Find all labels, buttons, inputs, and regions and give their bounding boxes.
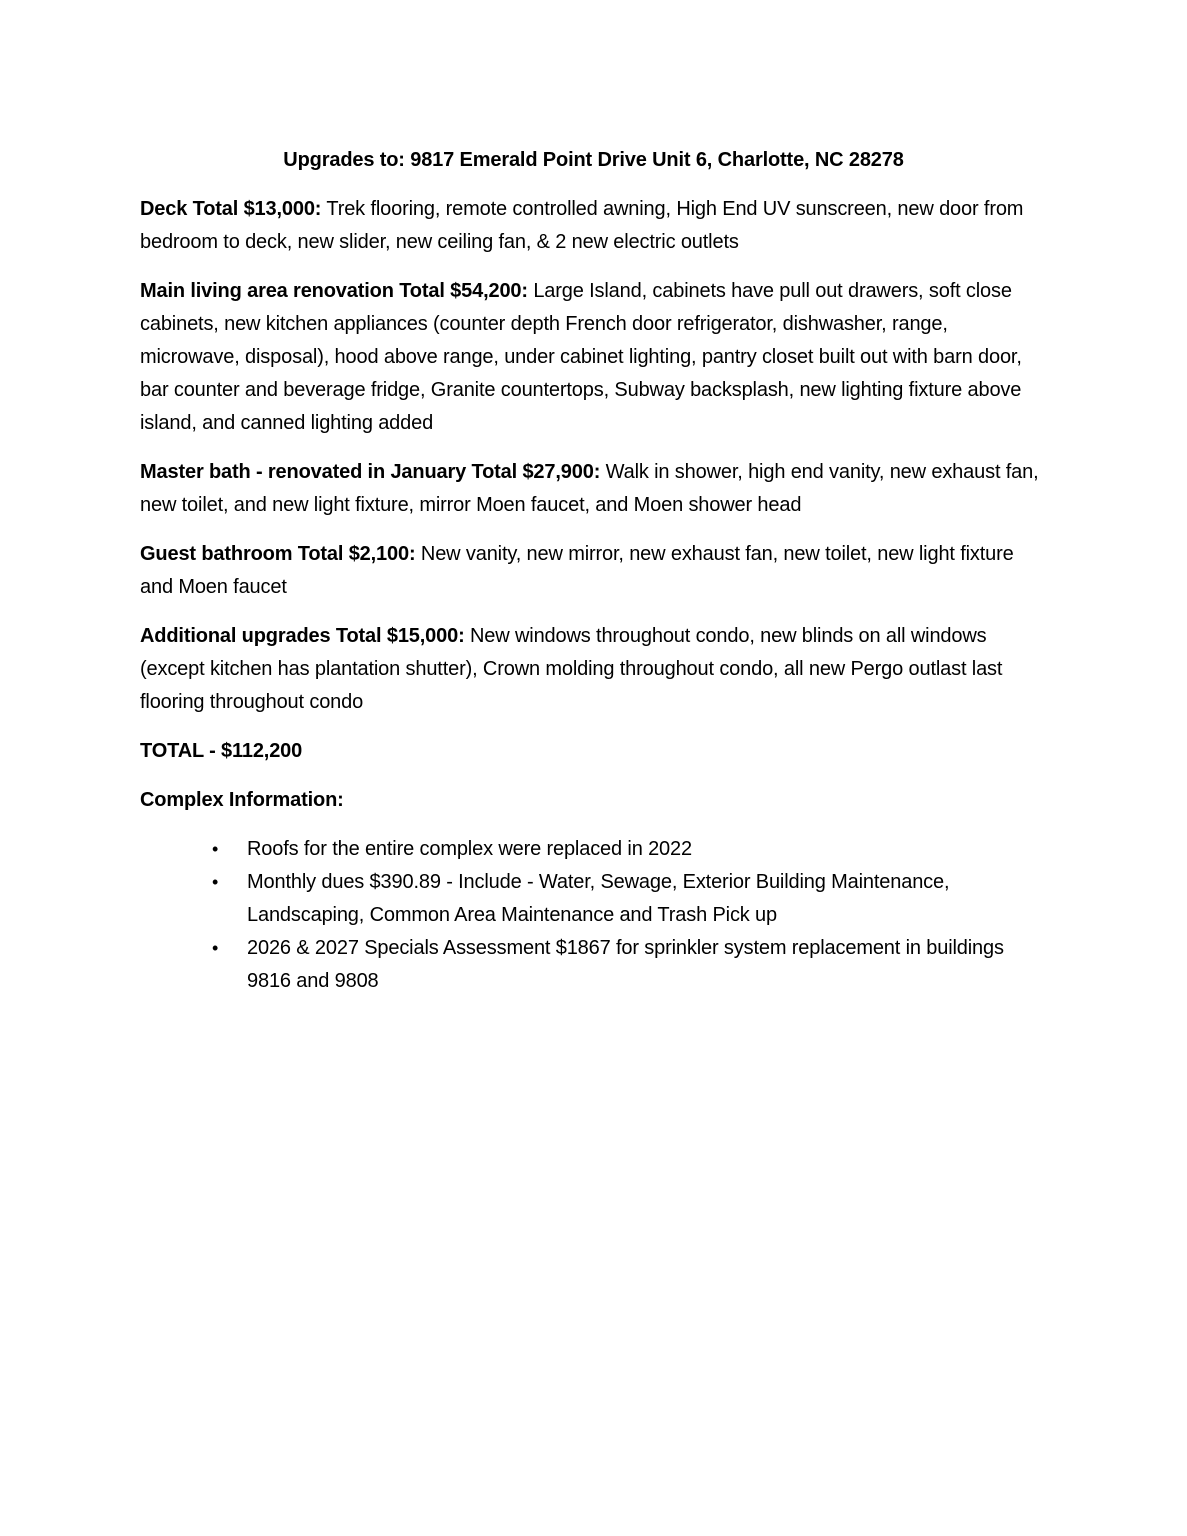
total-line: TOTAL - $112,200 <box>140 740 303 762</box>
bullet-icon: • <box>212 872 219 892</box>
bullet-item-monthly-dues <box>140 866 1047 932</box>
section-label-master-bath: Master bath - renovated in January Total $27,900: <box>140 461 601 483</box>
complex-information-heading: Complex Information: <box>140 789 344 811</box>
section-paragraph-additional-upgrades <box>140 620 1047 719</box>
bullet-text-monthly-dues: Monthly dues $390.89 - Include - Water, Sewage, Exterior Building Maintenance, Landscaping, Common Area Maintenance and Trash Pick up <box>247 871 950 926</box>
complex-information-list <box>140 833 1047 998</box>
bullet-icon: • <box>212 938 219 958</box>
section-text-guest-bathroom: New vanity, new mirror, new exhaust fan, new toilet, new light fixture and Moen faucet <box>140 543 1014 598</box>
section-text-deck: Trek flooring, remote controlled awning, High End UV sunscreen, new door from bedroom to deck, new slider, new ceiling fan, & 2 new electric outlets <box>140 198 1024 253</box>
section-text-main-living: Large Island, cabinets have pull out drawers, soft close cabinets, new kitchen appliances (counter depth French door refrigerator, dishwasher, range, microwave, disposal), hood above range, under cabinet lighting, pantry closet built out with barn door, bar counter and beverage fridge, Granite countertops, Subway backsplash, new lighting fixture above island, and canned lighting added <box>140 280 1022 434</box>
section-label-additional-upgrades: Additional upgrades Total $15,000: <box>140 625 465 647</box>
section-paragraph-guest-bathroom <box>140 538 1047 604</box>
section-label-guest-bathroom: Guest bathroom Total $2,100: <box>140 543 416 565</box>
section-label-deck: Deck Total $13,000: <box>140 198 322 220</box>
section-text-additional-upgrades: New windows throughout condo, new blinds on all windows (except kitchen has plantation shutter), Crown molding throughout condo, all new Pergo outlast last flooring throughout condo <box>140 625 1003 713</box>
section-text-master-bath: Walk in shower, high end vanity, new exhaust fan, new toilet, and new light fixture, mirror Moen faucet, and Moen shower head <box>140 461 1039 516</box>
bullet-text-specials-assessment: 2026 & 2027 Specials Assessment $1867 for sprinkler system replacement in buildings 9816 and 9808 <box>247 937 1004 992</box>
bullet-item-specials-assessment <box>140 932 1047 998</box>
bullet-icon: • <box>212 839 219 859</box>
section-paragraph-main-living <box>140 275 1047 440</box>
bullet-item-roofs <box>140 833 1047 866</box>
document-title: Upgrades to: 9817 Emerald Point Drive Unit 6, Charlotte, NC 28278 <box>283 149 904 171</box>
bullet-text-roofs: Roofs for the entire complex were replaced in 2022 <box>247 838 692 860</box>
section-paragraph-deck <box>140 193 1047 259</box>
section-label-main-living: Main living area renovation Total $54,200: <box>140 280 528 302</box>
section-paragraph-master-bath <box>140 456 1047 522</box>
